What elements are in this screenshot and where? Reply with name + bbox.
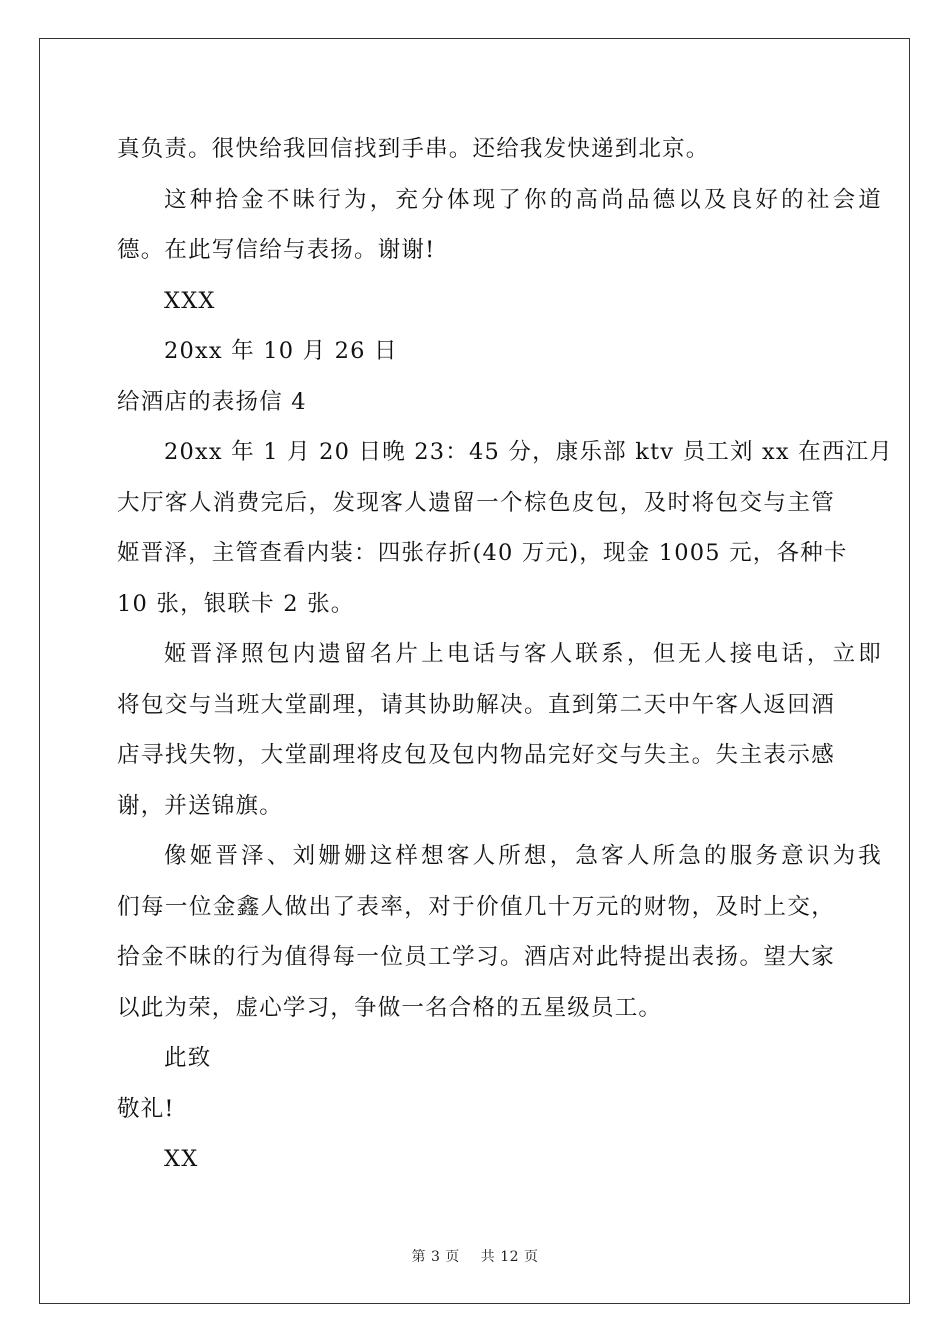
closing-line: 此致 — [164, 1045, 212, 1071]
paragraph-line: 们每一位金鑫人做出了表率，对于价值几十万元的财物，及时上交， — [117, 893, 835, 920]
text-line: 真负责。很快给我回信找到手串。还给我发快递到北京。 — [117, 136, 710, 162]
paragraph-line: 店寻找失物，大堂副理将皮包及包内物品完好交与失主。失主表示感 — [117, 742, 835, 768]
paragraph-line: 20xx 年 1 月 20 日晚 23：45 分，康乐部 ktv 员工刘 xx 在西江月 — [164, 439, 893, 465]
signature: XX — [164, 1146, 199, 1172]
page-number: 第 3 页 — [411, 1249, 460, 1265]
date-line: 20xx 年 10 月 26 日 — [164, 338, 398, 364]
closing-salute: 敬礼! — [117, 1095, 175, 1122]
paragraph-line: 姬晋泽，主管查看内装：四张存折(40 万元)，现金 1005 元，各种卡 — [117, 540, 848, 566]
paragraph-line: 这种拾金不昧行为，充分体现了你的高尚品德以及良好的社会道 — [164, 186, 882, 213]
page-total: 共 12 页 — [480, 1249, 539, 1265]
document-body — [117, 124, 893, 1185]
text-line: 德。在此写信给与表扬。谢谢! — [117, 237, 436, 263]
paragraph-line: 大厅客人消费完后，发现客人遗留一个棕色皮包，及时将包交与主管 — [117, 489, 835, 516]
paragraph-line: 将包交与当班大堂副理，请其协助解决。直到第二天中午客人返回酒 — [117, 691, 835, 718]
section-title: 给酒店的表扬信 4 — [117, 388, 307, 415]
signature: XXX — [164, 287, 216, 314]
paragraph-line: 姬晋泽照包内遗留名片上电话与客人联系，但无人接电话，立即 — [164, 641, 882, 667]
text-line: 谢，并送锦旗。 — [117, 792, 283, 819]
page-footer — [0, 1246, 950, 1266]
text-line: 以此为荣，虚心学习，争做一名合格的五星级员工。 — [117, 994, 663, 1021]
paragraph-line: 像姬晋泽、刘姗姗这样想客人所想，急客人所急的服务意识为我 — [164, 843, 882, 869]
text-line: 10 张，银联卡 2 张。 — [117, 590, 355, 617]
paragraph-line: 拾金不昧的行为值得每一位员工学习。酒店对此特提出表扬。望大家 — [117, 944, 835, 970]
